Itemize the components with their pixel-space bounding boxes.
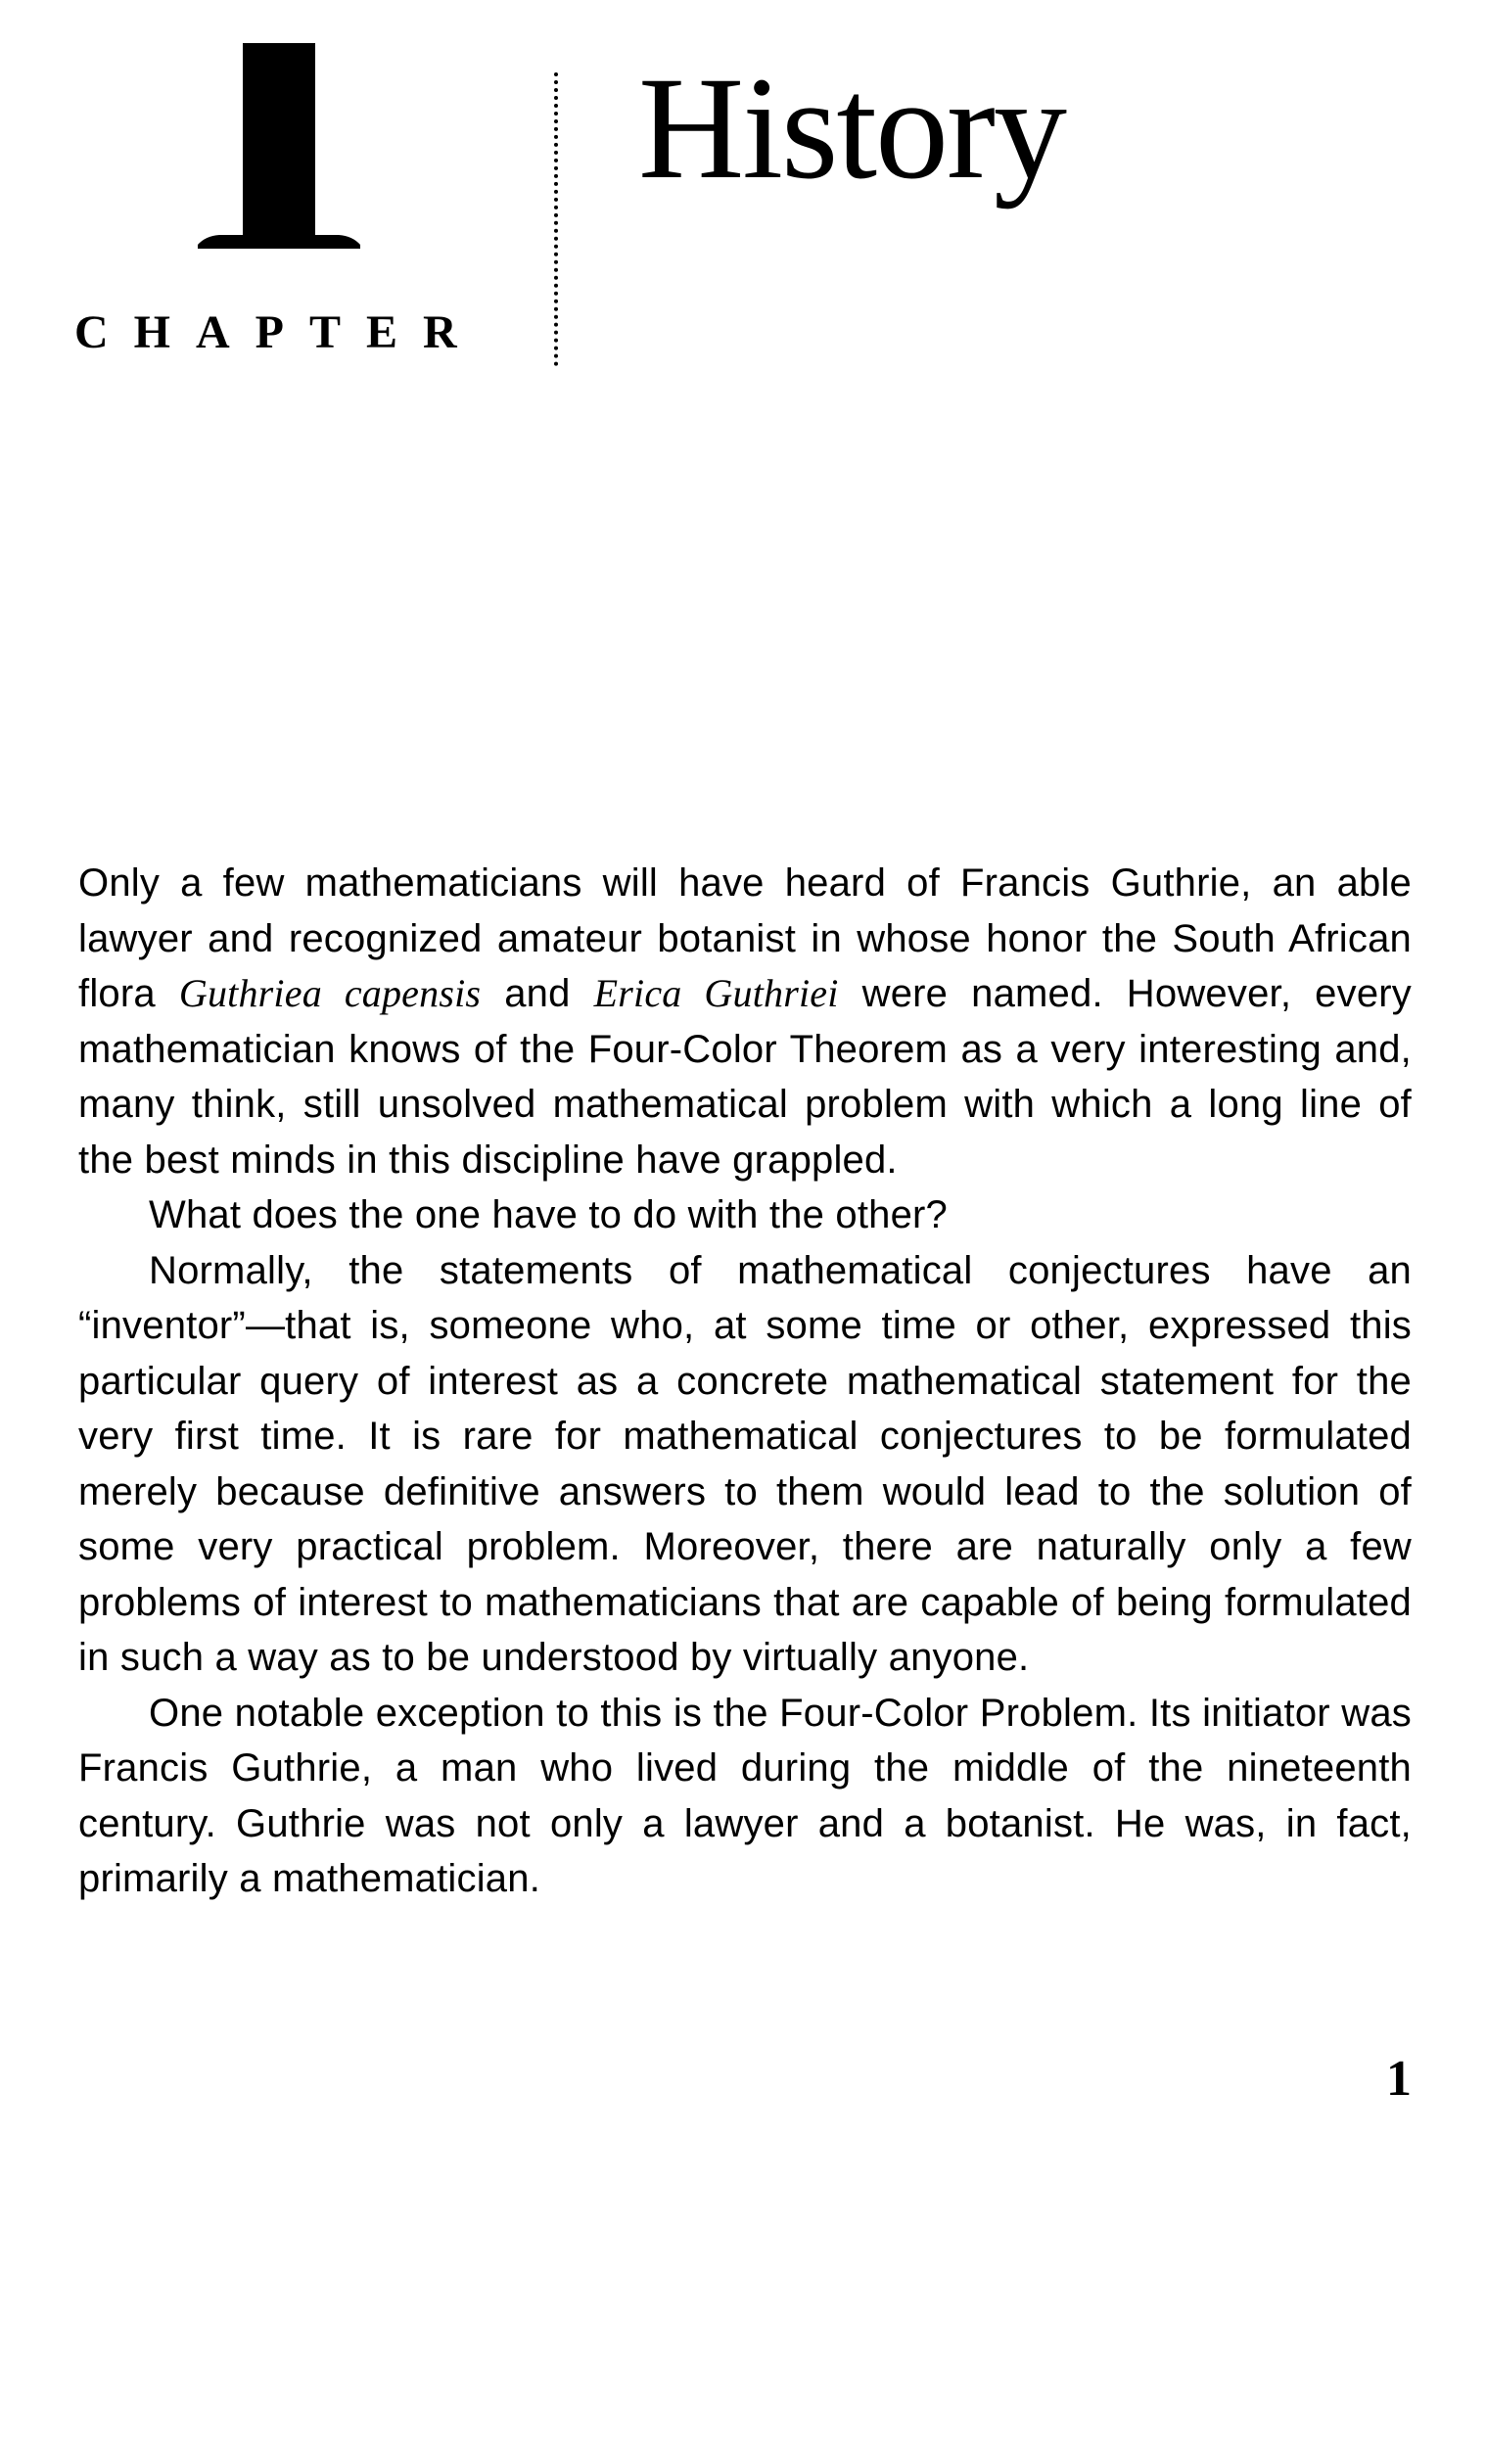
chapter-number-glyph [186, 43, 372, 249]
paragraph-1-after: were named. However, every mathematician knows of the Four-Color Theorem as a very interesting and, many think, still unsolved mathematical problem with which a long line of the best minds in this discipline have grappled. [78, 972, 1412, 1182]
chapter-header [0, 0, 1486, 411]
paragraph-3: Normally, the statements of mathematical conjectures have an “inventor”—that is, someone who, at some time or other, expressed this particular query of interest as a concrete mathematical statement for the very first time. It is rare for mathematical conjectures to be formulated merely because definitive answers to them would lead to the solution of some very practical problem. Moreover, there are naturally only a few problems of interest to mathematicians that are capable of being formulated in such a way as to be understood by virtually anyone. [78, 1248, 1412, 1679]
chapter-number [186, 43, 372, 249]
paragraph-1-between: and [481, 972, 594, 1015]
paragraph-1 [78, 856, 1412, 1187]
chapter-title: History [638, 47, 1065, 209]
paragraph-4: One notable exception to this is the Four-Color Problem. Its initiator was Francis Guthrie, a man who lived during the middle of the nineteenth century. Guthrie was not only a lawyer and a botanist. He was, in fact, primarily a mathematician. [78, 1691, 1412, 1900]
species-name-erica: Erica Guthriei [593, 971, 839, 1015]
paragraph-1-before: Only a few mathematicians will have heard of Francis Guthrie, an able lawyer and recognized amateur botanist in whose honor the South African flora [78, 861, 1412, 1015]
chapter-divider [554, 72, 558, 366]
species-name-guthriea: Guthriea capensis [178, 971, 482, 1015]
body-text [78, 856, 1412, 1907]
paragraph-2: What does the one have to do with the other? [149, 1193, 949, 1236]
page-number: 1 [1386, 2051, 1412, 2107]
chapter-label: CHAPTER [74, 306, 483, 358]
